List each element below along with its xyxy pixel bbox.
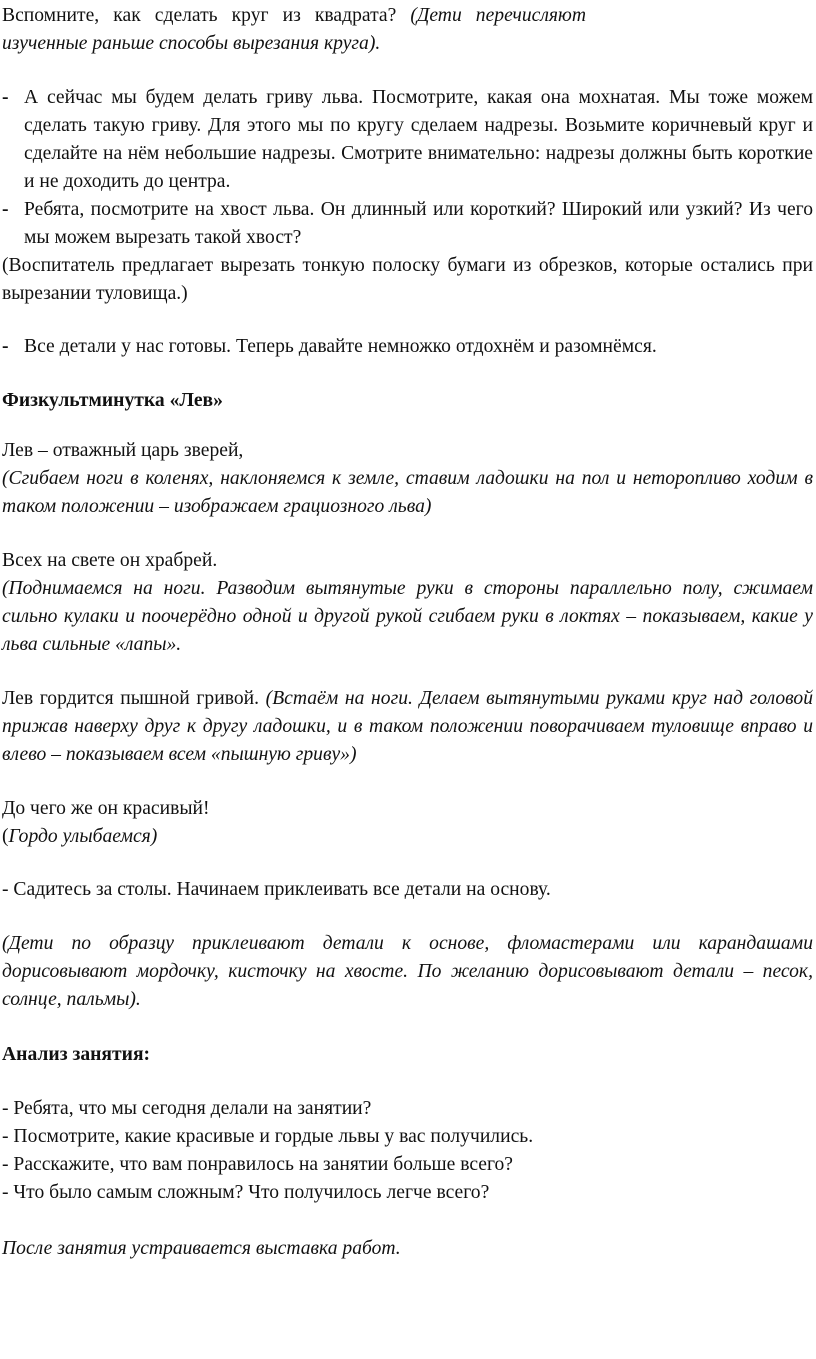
analysis-title: Анализ занятия: — [2, 1044, 151, 1065]
bullet-mane: - А сейчас мы будем делать гриву льва. Посмотрите, какая она мохнатая. Мы тоже можем сделать такую гриву. Для этого мы по кругу сделаем надрезы. Возьмите коричневый круг и сделайте на нём небольшие надрезы. Смотрите внимательно: надрезы должны быть короткие и не доходить до центра. — [2, 84, 813, 196]
bullet-tail: - Ребята, посмотрите на хвост льва. Он длинный или короткий? Широкий или узкий? Из чего мы можем вырезать такой хвост? — [2, 196, 813, 252]
fizkult-title: Физкультминутка «Лев» — [2, 390, 223, 411]
question-item: - Посмотрите, какие красивые и гордые львы у вас получились. — [2, 1126, 534, 1147]
analysis-questions — [2, 1095, 813, 1207]
verse-4-note: (Гордо улыбаемся) — [2, 826, 158, 847]
question-item: - Что было самым сложным? Что получилось легче всего? — [2, 1182, 490, 1203]
bullet-ready-text: Все детали у нас готовы. Теперь давайте немножко отдохнём и разомнёмся. — [24, 336, 657, 357]
closing-note: После занятия устраивается выставка работ. — [2, 1238, 401, 1259]
verse-4-text: До чего же он красивый! — [2, 798, 210, 819]
question-item: - Ребята, что мы сегодня делали на занятии? — [2, 1098, 372, 1119]
bullet-ready: - Все детали у нас готовы. Теперь давайте немножко отдохнём и разомнёмся. — [2, 333, 813, 361]
verse-3 — [2, 685, 813, 769]
verse-2-text: Всех на свете он храбрей. — [2, 550, 218, 571]
verse-2-note: (Поднимаемся на ноги. Разводим вытянутые руки в стороны параллельно полу, сжимаем сильно кулаки и поочерёдно одной и другой рукой сгибаем руки в локтях – показываем, какие у льва сильные «лапы». — [2, 578, 813, 655]
kids-note: (Дети по образцу приклеивают детали к основе, фломастерами или карандашами дорисовывают мордочку, кисточку на хвосте. По желанию дорисовывают детали – песок, солнце, пальмы). — [2, 933, 813, 1010]
teacher-note: (Воспитатель предлагает вырезать тонкую полоску бумаги из обрезков, которые остались при вырезании туловища.) — [2, 255, 813, 304]
verse-1-note: (Сгибаем ноги в коленях, наклоняемся к земле, ставим ладошки на пол и неторопливо ходим в таком положении – изображаем грациозного льва) — [2, 468, 813, 517]
sit-down-instruction: - Садитесь за столы. Начинаем приклеивать все детали на основу. — [2, 879, 551, 900]
verse-3-text: Лев гордится пышной гривой. — [2, 688, 260, 709]
bullet-tail-text: Ребята, посмотрите на хвост льва. Он длинный или короткий? Широкий или узкий? Из чего мы можем вырезать такой хвост? — [24, 199, 813, 248]
intro-line-1: Вспомните, как сделать круг из квадрата? (Дети перечисляют — [2, 5, 586, 26]
verse-3-note: (Встаём на ноги. Делаем вытянутыми руками круг над головой прижав наверху друг к другу ладошки, и в таком положении поворачиваем туловище вправо и влево – показываем всем «пышную гриву») — [2, 688, 814, 765]
bullet-mane-text: А сейчас мы будем делать гриву льва. Посмотрите, какая она мохнатая. Мы тоже можем сделать такую гриву. Для этого мы по кругу сделаем надрезы. Возьмите коричневый круг и сделайте на нём небольшие надрезы. Смотрите внимательно: надрезы должны быть короткие и не доходить до центра. — [24, 87, 813, 192]
question-item: - Расскажите, что вам понравилось на занятии больше всего? — [2, 1154, 514, 1175]
verse-1-text: Лев – отважный царь зверей, — [2, 440, 244, 461]
intro-question — [2, 2, 813, 58]
intro-line-2: изученные раньше способы вырезания круга). — [2, 33, 381, 54]
